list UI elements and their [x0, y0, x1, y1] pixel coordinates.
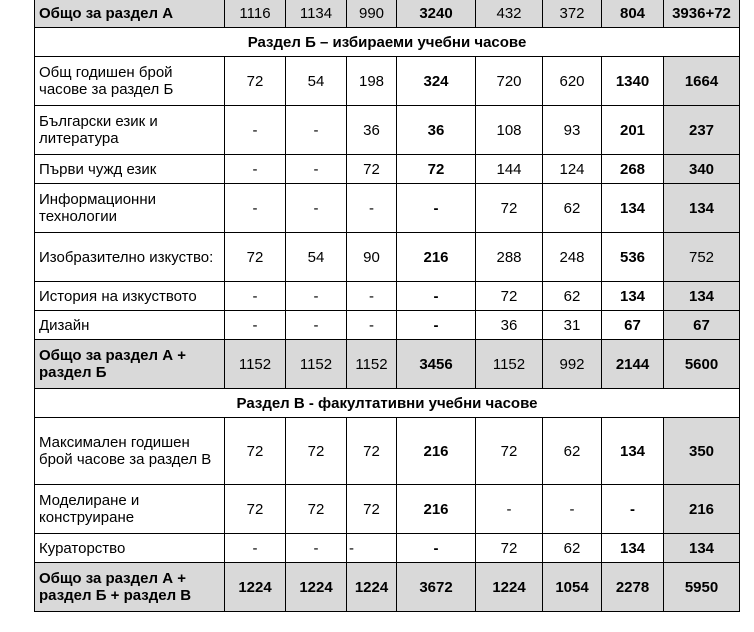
value-cell: - — [476, 485, 543, 534]
value-cell: 248 — [543, 233, 602, 282]
sum-row — [35, 0, 740, 28]
value-cell: 144 — [476, 155, 543, 184]
value-cell: - — [397, 282, 476, 311]
value-cell: 1224 — [286, 563, 347, 612]
table-row — [35, 57, 740, 106]
value-cell: 72 — [397, 155, 476, 184]
value-cell: 54 — [286, 57, 347, 106]
value-cell: - — [286, 311, 347, 340]
value-cell: 36 — [397, 106, 476, 155]
value-cell: - — [286, 282, 347, 311]
row-label: Общо за раздел А + раздел Б + раздел В — [35, 563, 225, 612]
row-label: Моделиране и конструиране — [35, 485, 225, 534]
total-cell: 350 — [664, 418, 740, 485]
value-cell: - — [225, 311, 286, 340]
value-cell: - — [397, 534, 476, 563]
row-label: Кураторство — [35, 534, 225, 563]
value-cell: 2144 — [602, 340, 664, 389]
row-label: История на изкуството — [35, 282, 225, 311]
value-cell: 62 — [543, 184, 602, 233]
value-cell: 720 — [476, 57, 543, 106]
value-cell: 134 — [602, 534, 664, 563]
value-cell: 1116 — [225, 0, 286, 28]
value-cell: - — [543, 485, 602, 534]
value-cell: 72 — [225, 57, 286, 106]
value-cell: - — [286, 155, 347, 184]
value-cell: - — [225, 282, 286, 311]
value-cell: 201 — [602, 106, 664, 155]
value-cell: 134 — [602, 418, 664, 485]
section-header-row — [35, 28, 740, 57]
section-title: Раздел В - факултативни учебни часове — [35, 389, 740, 418]
value-cell: 72 — [225, 418, 286, 485]
value-cell: - — [225, 534, 286, 563]
value-cell: 62 — [543, 534, 602, 563]
table-row — [35, 534, 740, 563]
value-cell: 804 — [602, 0, 664, 28]
value-cell: - — [347, 311, 397, 340]
value-cell: 1054 — [543, 563, 602, 612]
row-label: Първи чужд език — [35, 155, 225, 184]
value-cell: 1152 — [225, 340, 286, 389]
row-label: Максимален годишен брой часове за раздел В — [35, 418, 225, 485]
value-cell: 62 — [543, 282, 602, 311]
table-row — [35, 155, 740, 184]
value-cell: 72 — [225, 233, 286, 282]
table-row — [35, 282, 740, 311]
value-cell: 3240 — [397, 0, 476, 28]
value-cell: - — [602, 485, 664, 534]
value-cell: 3672 — [397, 563, 476, 612]
value-cell: 72 — [347, 485, 397, 534]
table-row — [35, 311, 740, 340]
value-cell: 620 — [543, 57, 602, 106]
value-cell: 432 — [476, 0, 543, 28]
curriculum-table — [34, 0, 740, 612]
value-cell: 216 — [397, 418, 476, 485]
value-cell: - — [225, 106, 286, 155]
value-cell: 536 — [602, 233, 664, 282]
value-cell: 54 — [286, 233, 347, 282]
row-label: Общо за раздел А — [35, 0, 225, 28]
total-cell: 752 — [664, 233, 740, 282]
value-cell: 216 — [397, 485, 476, 534]
table-row — [35, 233, 740, 282]
table-row — [35, 184, 740, 233]
value-cell: - — [225, 184, 286, 233]
row-label: Изобразително изкуство: — [35, 233, 225, 282]
value-cell: - — [225, 155, 286, 184]
value-cell: 1152 — [476, 340, 543, 389]
value-cell: 372 — [543, 0, 602, 28]
value-cell: 62 — [543, 418, 602, 485]
value-cell: 216 — [397, 233, 476, 282]
value-cell: - — [347, 282, 397, 311]
value-cell: - — [347, 184, 397, 233]
value-cell: 2278 — [602, 563, 664, 612]
value-cell: 36 — [476, 311, 543, 340]
table-row — [35, 106, 740, 155]
value-cell: 134 — [602, 282, 664, 311]
value-cell: 1224 — [476, 563, 543, 612]
value-cell: 124 — [543, 155, 602, 184]
total-cell: 1664 — [664, 57, 740, 106]
value-cell: 31 — [543, 311, 602, 340]
total-cell: 134 — [664, 534, 740, 563]
value-cell: 72 — [476, 418, 543, 485]
value-cell: - — [286, 106, 347, 155]
sum-row — [35, 563, 740, 612]
total-cell: 340 — [664, 155, 740, 184]
value-cell: 72 — [225, 485, 286, 534]
value-cell: 1152 — [286, 340, 347, 389]
value-cell: 72 — [476, 534, 543, 563]
total-cell: 5950 — [664, 563, 740, 612]
value-cell: 1224 — [347, 563, 397, 612]
value-cell: 72 — [476, 282, 543, 311]
row-label: Общ годишен брой часове за раздел Б — [35, 57, 225, 106]
total-cell: 134 — [664, 184, 740, 233]
value-cell: 268 — [602, 155, 664, 184]
total-cell: 216 — [664, 485, 740, 534]
value-cell: 1224 — [225, 563, 286, 612]
row-label: Информационни технологии — [35, 184, 225, 233]
value-cell: 67 — [602, 311, 664, 340]
row-label: Дизайн — [35, 311, 225, 340]
section-title: Раздел Б – избираеми учебни часове — [35, 28, 740, 57]
value-cell: 990 — [347, 0, 397, 28]
total-cell: 3936+72 — [664, 0, 740, 28]
sum-row — [35, 340, 740, 389]
value-cell: 198 — [347, 57, 397, 106]
table-row — [35, 418, 740, 485]
value-cell: 93 — [543, 106, 602, 155]
value-cell: 1340 — [602, 57, 664, 106]
value-cell: 36 — [347, 106, 397, 155]
value-cell: - — [347, 534, 397, 563]
value-cell: - — [397, 184, 476, 233]
value-cell: 72 — [347, 155, 397, 184]
value-cell: 3456 — [397, 340, 476, 389]
value-cell: 134 — [602, 184, 664, 233]
total-cell: 237 — [664, 106, 740, 155]
value-cell: - — [397, 311, 476, 340]
value-cell: 288 — [476, 233, 543, 282]
value-cell: 1152 — [347, 340, 397, 389]
value-cell: 992 — [543, 340, 602, 389]
row-label: Общо за раздел А + раздел Б — [35, 340, 225, 389]
value-cell: - — [286, 534, 347, 563]
value-cell: 72 — [286, 485, 347, 534]
total-cell: 67 — [664, 311, 740, 340]
total-cell: 134 — [664, 282, 740, 311]
value-cell: - — [286, 184, 347, 233]
table-row — [35, 485, 740, 534]
value-cell: 72 — [347, 418, 397, 485]
value-cell: 72 — [286, 418, 347, 485]
total-cell: 5600 — [664, 340, 740, 389]
row-label: Български език и литература — [35, 106, 225, 155]
value-cell: 1134 — [286, 0, 347, 28]
value-cell: 108 — [476, 106, 543, 155]
value-cell: 72 — [476, 184, 543, 233]
value-cell: 90 — [347, 233, 397, 282]
value-cell: 324 — [397, 57, 476, 106]
section-header-row — [35, 389, 740, 418]
